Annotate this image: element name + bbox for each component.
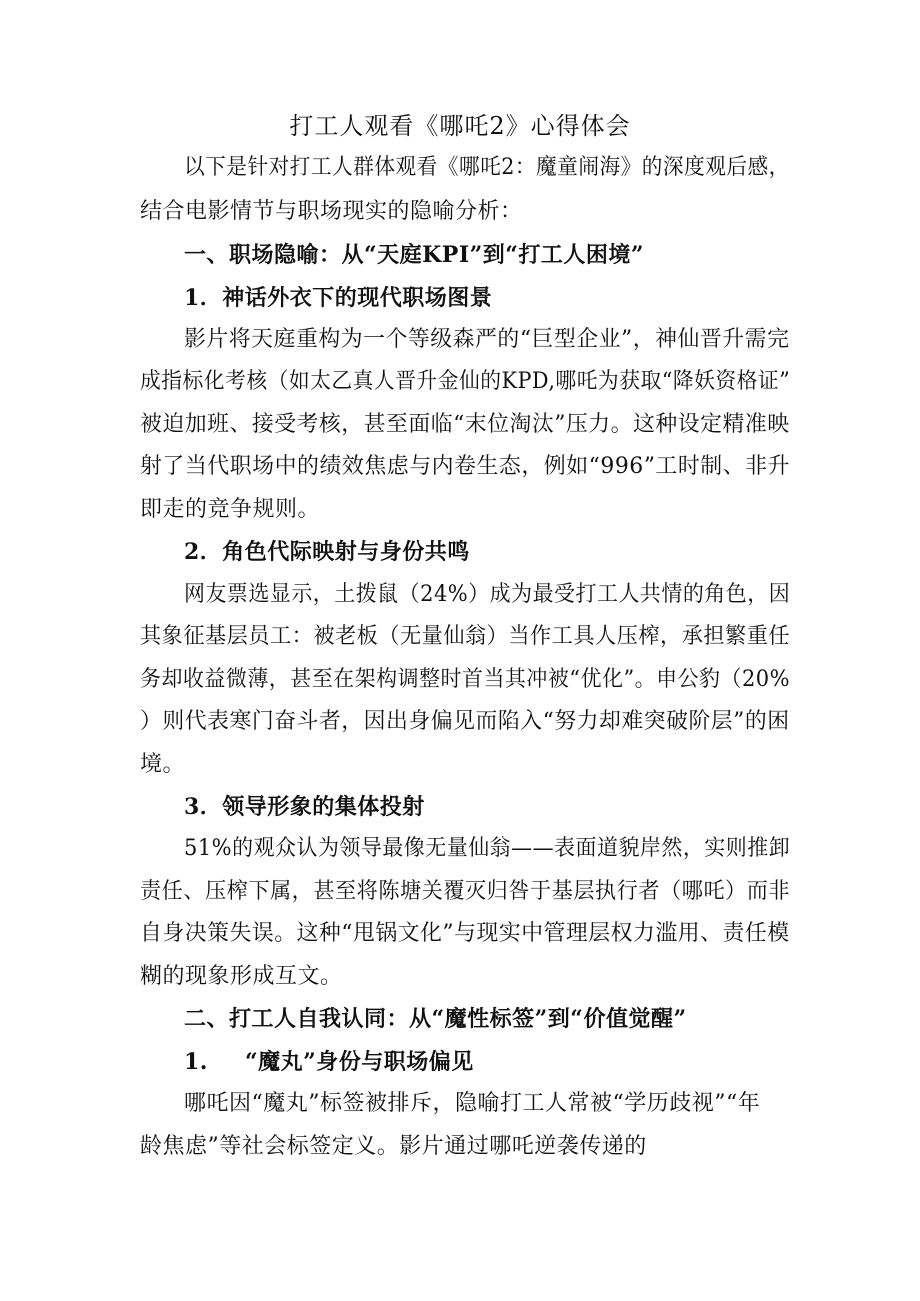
intro-line-2: 结合电影情节与职场现实的隐喻分析： xyxy=(140,199,523,224)
section1-sub1-heading: 1．神话外衣下的现代职场图景 xyxy=(184,285,493,311)
paragraph-line: 务却收益微薄，甚至在架构调整时首当其冲被“优化”。申公豹（20% xyxy=(140,667,791,692)
section2-heading: 二、打工人自我认同：从“魔性标签”到“价值觉醒” xyxy=(184,1006,687,1032)
paragraph-line: 被迫加班、接受考核，甚至面临“末位淘汰”压力。这种设定精准映 xyxy=(140,412,790,437)
section2-sub1-number: 1. xyxy=(184,1049,208,1075)
paragraph-line: ）则代表寒门奋斗者，因出身偏见而陷入“努力却难突破阶层”的困 xyxy=(140,709,790,734)
intro-line-1: 以下是针对打工人群体观看《哪吒2：魔童闹海》的深度观后感， xyxy=(184,155,790,180)
paragraph-line: 即走的竞争规则。 xyxy=(140,497,321,522)
paragraph-line: 其象征基层员工：被老板（无量仙翁）当作工具人压榨，承担繁重任 xyxy=(140,624,791,649)
paragraph-line: 自身决策失误。这种“甩锅文化”与现实中管理层权力滥用、责任模 xyxy=(140,921,790,946)
paragraph-line: 51%的观众认为领导最像无量仙翁——表面道貌岸然，实则推卸 xyxy=(184,836,791,861)
paragraph-line: 哪吒因“魔丸”标签被排斥，隐喻打工人常被“学历歧视”“年 xyxy=(184,1091,761,1116)
paragraph-line: 龄焦虑”等社会标签定义。影片通过哪吒逆袭传递的 xyxy=(140,1134,647,1159)
section1-heading: 一、职场隐喻：从“天庭KPI”到“打工人困境” xyxy=(184,242,645,268)
paragraph-line: 责任、压榨下属，甚至将陈塘关覆灭归咎于基层执行者（哪吒）而非 xyxy=(140,879,791,904)
paragraph-line: 成指标化考核（如太乙真人晋升金仙的KPD,哪吒为获取“降妖资格证” xyxy=(140,369,791,394)
section1-sub3-heading: 3．领导形象的集体投射 xyxy=(184,794,425,820)
paragraph-line: 糊的现象形成互文。 xyxy=(140,964,343,989)
section1-sub2-heading: 2．角色代际映射与身份共鸣 xyxy=(184,539,470,565)
document-title: 打工人观看《哪吒2》心得体会 xyxy=(289,112,631,140)
section2-sub1-heading: “魔丸”身份与职场偏见 xyxy=(245,1049,474,1075)
paragraph-line: 境。 xyxy=(140,752,186,777)
paragraph-line: 影片将天庭重构为一个等级森严的“巨型企业”，神仙晋升需完 xyxy=(184,327,790,352)
paragraph-line: 射了当代职场中的绩效焦虑与内卷生态，例如“996”工时制、非升 xyxy=(140,454,791,479)
paragraph-line: 网友票选显示，土拨鼠（24%）成为最受打工人共情的角色，因 xyxy=(184,582,791,607)
